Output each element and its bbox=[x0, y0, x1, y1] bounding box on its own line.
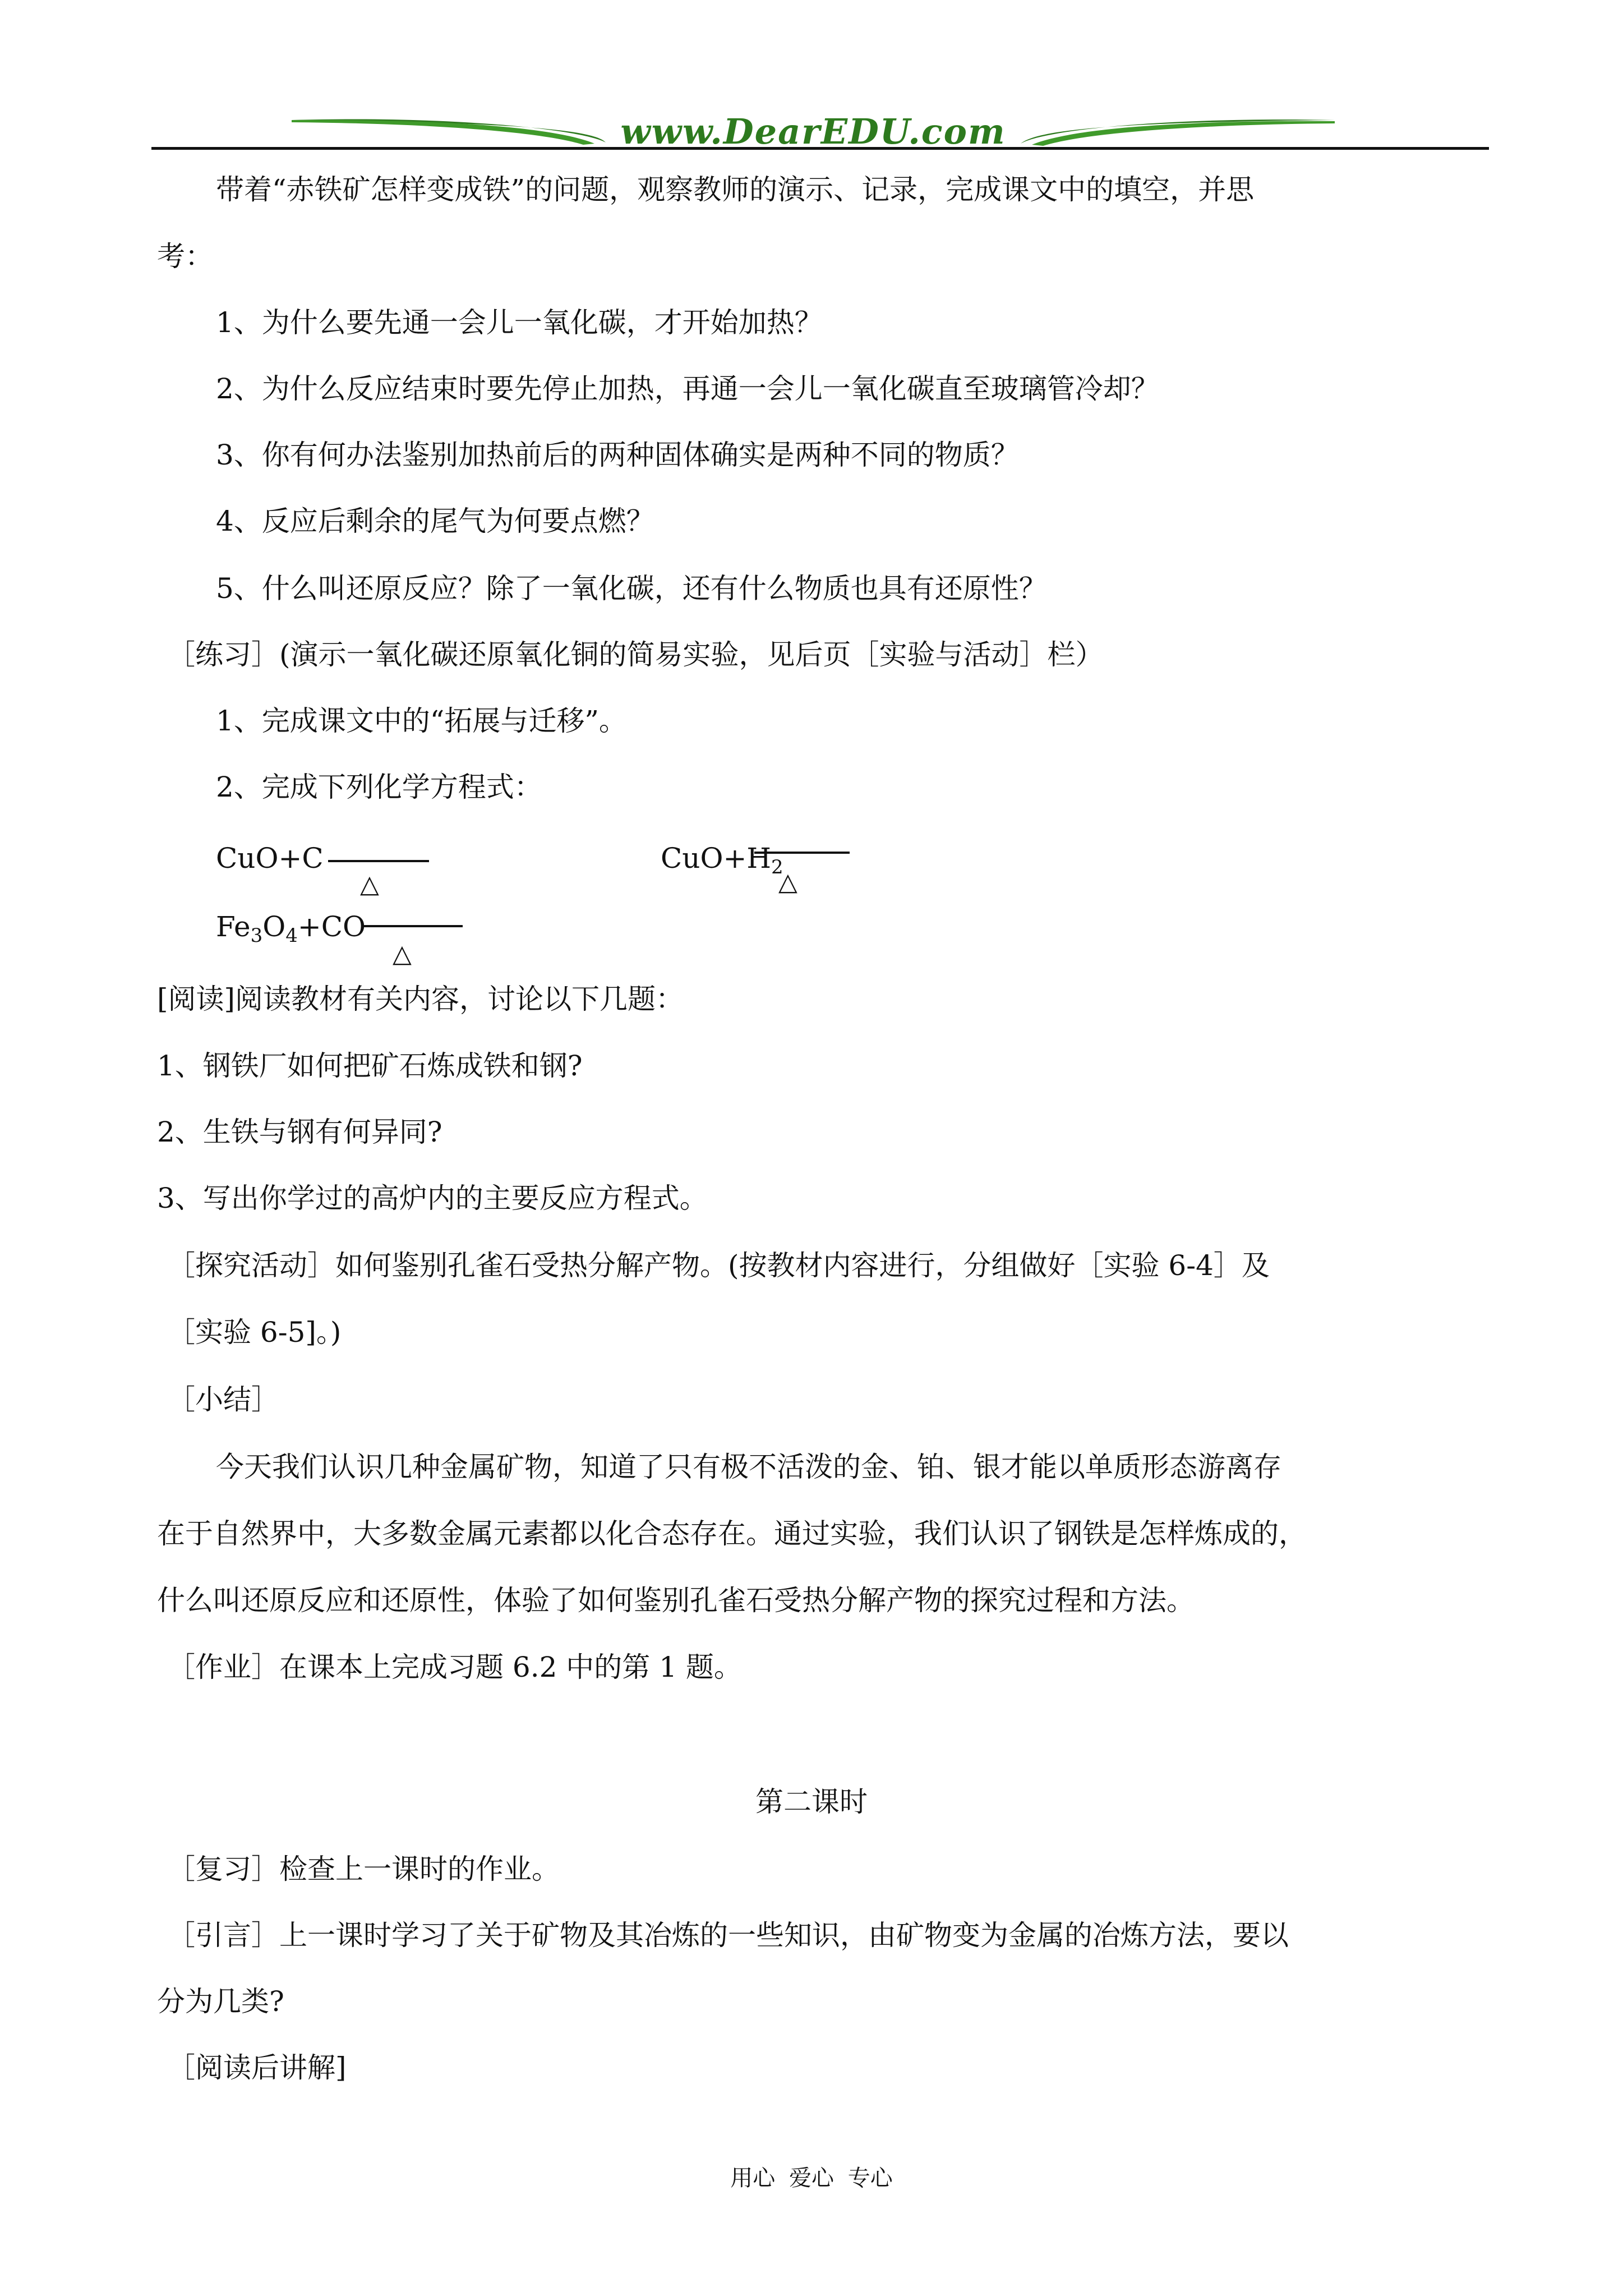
equation-subscript: 4 bbox=[285, 924, 298, 947]
heat-triangle-icon: △ bbox=[360, 870, 379, 899]
header-rule bbox=[151, 147, 1489, 150]
equation-blank-line bbox=[362, 925, 463, 927]
text-line: 1、钢铁厂如何把矿石炼成铁和钢? bbox=[157, 1050, 583, 1082]
heat-triangle-icon: △ bbox=[778, 868, 797, 896]
text-line: ［探究活动］如何鉴别孔雀石受热分解产物。(按教材内容进行，分组做好［实验 6-4］及 bbox=[167, 1249, 1270, 1282]
text-line: 今天我们认识几种金属矿物，知道了只有极不活泼的金、铂、银才能以单质形态游离存 bbox=[216, 1451, 1281, 1483]
section-title: 第二课时 bbox=[755, 1786, 868, 1818]
equation-text: +CO bbox=[297, 910, 366, 943]
text-line: 3、写出你学过的高炉内的主要反应方程式。 bbox=[157, 1182, 708, 1214]
text-line: 考： bbox=[157, 240, 213, 273]
text-line: 1、完成课文中的“拓展与迁移”。 bbox=[216, 705, 627, 737]
text-line: ［作业］在课本上完成习题 6.2 中的第 1 题。 bbox=[167, 1651, 742, 1683]
page-footer: 用心 爱心 专心 bbox=[730, 2165, 893, 2191]
text-line: 3、你有何办法鉴别加热前后的两种固体确实是两种不同的物质？ bbox=[216, 439, 1019, 471]
text-line: ［引言］上一课时学习了关于矿物及其冶炼的一些知识，由矿物变为金属的冶炼方法，要以 bbox=[167, 1919, 1289, 1952]
equation-subscript: 2 bbox=[771, 856, 783, 878]
equation-blank-line bbox=[328, 860, 429, 862]
text-line: 2、为什么反应结束时要先停止加热，再通一会儿一氧化碳直至玻璃管冷却？ bbox=[216, 372, 1159, 405]
text-line: ［练习］(演示一氧化碳还原氧化铜的简易实验，见后页［实验与活动］栏） bbox=[167, 638, 1104, 671]
text-line: 1、为什么要先通一会儿一氧化碳，才开始加热？ bbox=[216, 306, 823, 339]
text-line: ［小结］ bbox=[167, 1383, 279, 1416]
equation-cuo-h2 bbox=[661, 841, 783, 884]
text-line: ［实验 6-5]。) bbox=[167, 1316, 342, 1349]
text-line: 在于自然界中，大多数金属元素都以化合态存在。通过实验，我们认识了钢铁是怎样炼成的， bbox=[157, 1517, 1307, 1550]
text-line: 4、反应后剩余的尾气为何要点燃？ bbox=[216, 505, 654, 537]
equation-text: CuO+H bbox=[661, 842, 771, 875]
equation-cuo-c: CuO+C bbox=[216, 842, 324, 875]
text-line: 分为几类? bbox=[157, 1985, 284, 2018]
text-line: 5、什么叫还原反应？除了一氧化碳，还有什么物质也具有还原性？ bbox=[216, 572, 1047, 605]
text-line: 2、完成下列化学方程式： bbox=[216, 771, 542, 803]
text-line: 什么叫还原反应和还原性，体验了如何鉴别孔雀石受热分解产物的探究过程和方法。 bbox=[157, 1584, 1195, 1617]
text-line: [阅读]阅读教材有关内容，讨论以下几题： bbox=[157, 983, 684, 1015]
equation-blank-line bbox=[754, 852, 850, 854]
text-line: ［复习］检查上一课时的作业。 bbox=[167, 1853, 560, 1885]
text-line: 2、生铁与钢有何异同? bbox=[157, 1116, 442, 1148]
heat-triangle-icon: △ bbox=[393, 940, 412, 968]
equation-text: O bbox=[262, 910, 286, 943]
logo-text: www.DearEDU.com bbox=[620, 111, 1006, 152]
equation-subscript: 3 bbox=[250, 924, 263, 947]
equation-text: Fe bbox=[216, 910, 251, 943]
equation-fe3o4-co bbox=[216, 910, 366, 953]
text-line: 带着“赤铁矿怎样变成铁”的问题，观察教师的演示、记录，完成课文中的填空，并思 bbox=[216, 173, 1255, 206]
text-line: ［阅读后讲解] bbox=[167, 2051, 347, 2084]
